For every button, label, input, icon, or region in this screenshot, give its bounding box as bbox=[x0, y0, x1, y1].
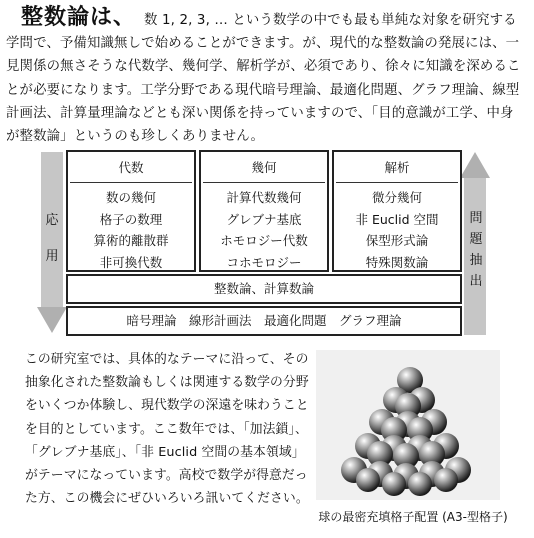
problem-char: 題 bbox=[469, 232, 483, 247]
divider bbox=[203, 182, 325, 183]
geometry-item: コホモロジー bbox=[226, 254, 302, 270]
algebra-item: 算術的離散群 bbox=[93, 233, 169, 248]
analysis-item: 保型形式論 bbox=[365, 233, 429, 248]
algebra-title: 代数 bbox=[118, 160, 144, 175]
application-char: 用 bbox=[45, 249, 59, 264]
applications-bar: 暗号理論 線形計画法 最適化問題 グラフ理論 bbox=[66, 306, 462, 336]
analysis-item: 特殊関数論 bbox=[365, 254, 429, 270]
geometry-item: グレブナ基底 bbox=[226, 211, 302, 227]
intro-paragraph bbox=[6, 6, 526, 148]
algebra-item: 格子の数理 bbox=[99, 211, 163, 227]
algebra-item: 数の幾何 bbox=[105, 190, 156, 205]
figure-caption: 球の最密充填格子配置 (A3-型格子) bbox=[318, 510, 508, 524]
analysis-item: 非 Euclid 空間 bbox=[355, 211, 439, 227]
intro-body: 数 1, 2, 3, … という数学の中でも最も単純な対象を研究する学問で、予備知識無しで始めることができます。が、現代的な整数論の発展には、一見関係の無さそうな代数学、幾何学、解析学が、必須であり、徐々に知識を深めることが必要になります。工学分野である現代暗号理論、最適化問題、グラフ理論、線型計画法、計算量理論などとも深い関係を持っていますので、「目的意識が工学、中身が整数論」というのも珍しくありません。 bbox=[6, 13, 521, 145]
algebra-item: 非可換代数 bbox=[99, 254, 163, 270]
geometry-item: ホモロジー代数 bbox=[220, 233, 308, 248]
geometry-title: 幾何 bbox=[251, 160, 277, 175]
analysis-title: 解析 bbox=[384, 160, 410, 175]
analysis-box bbox=[332, 150, 462, 272]
divider bbox=[70, 182, 192, 183]
sphere-packing-image bbox=[316, 350, 500, 500]
algebra-box bbox=[66, 150, 196, 272]
geometry-box bbox=[199, 150, 329, 272]
problem-char: 問 bbox=[469, 211, 483, 226]
sphere-pyramid-illustration bbox=[316, 350, 500, 500]
problem-char: 抽 bbox=[469, 253, 483, 268]
problem-extraction-label bbox=[466, 210, 486, 294]
geometry-item: 計算代数幾何 bbox=[226, 190, 302, 205]
application-label bbox=[42, 212, 62, 284]
problem-char: 出 bbox=[469, 274, 483, 289]
field-diagram bbox=[36, 150, 492, 338]
divider bbox=[336, 182, 458, 183]
lab-description: この研究室では、具体的なテーマに沿って、その抽象化された整数論もしくは関連する数学の分野をいくつか体験し、現代数学の深遠を味わうことを目的としています。ここ数年では、「加法鎖」、「グレブナ基底」、「非 Euclid 空間の基本領域」がテーマになっています。高校で数学が得意だった方、この機会にぜひいろいろ訊いてください。 bbox=[25, 352, 309, 507]
number-theory-bar: 整数論、計算数論 bbox=[66, 274, 462, 304]
application-char: 応 bbox=[45, 213, 59, 228]
intro-heading: 整数論は、 bbox=[21, 5, 137, 30]
analysis-item: 微分幾何 bbox=[371, 190, 422, 205]
